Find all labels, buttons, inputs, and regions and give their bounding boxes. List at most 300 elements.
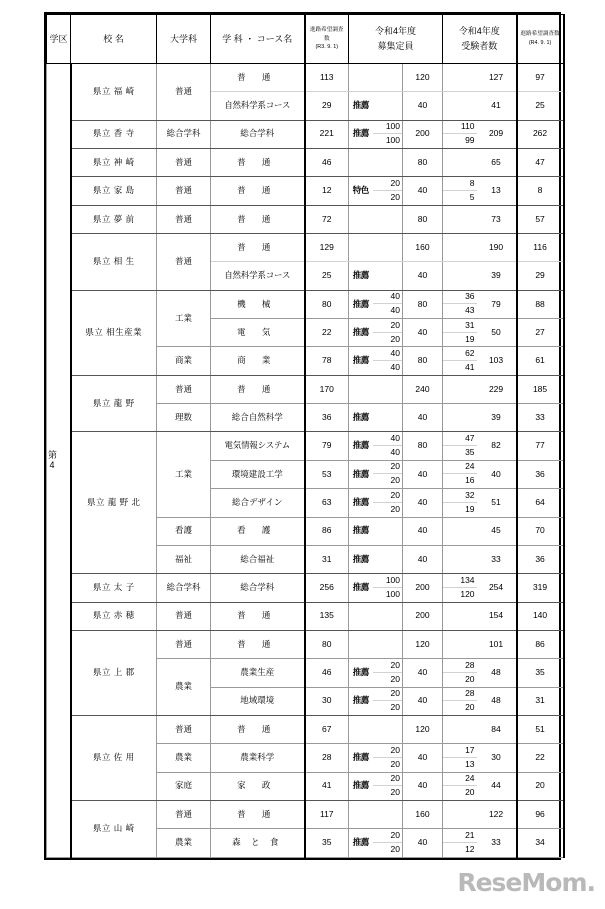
recommend-quota-cell bbox=[373, 347, 403, 375]
examinees-upper: 17 bbox=[443, 744, 477, 758]
recommend-quota-cell bbox=[373, 829, 403, 858]
examinees-lower: 20 bbox=[465, 787, 475, 798]
table-row bbox=[47, 234, 564, 262]
applicants-r3-cell: 256 bbox=[305, 574, 349, 602]
recommend-quota-cell bbox=[373, 517, 403, 545]
recommend-quota-cell bbox=[373, 602, 403, 630]
examinees-total-cell: 103 bbox=[477, 347, 517, 375]
applicants-r3-cell: 53 bbox=[305, 460, 349, 488]
examinees-total-cell: 40 bbox=[477, 460, 517, 488]
examinees-total-cell: 73 bbox=[477, 205, 517, 233]
recommend-quota-cell bbox=[373, 432, 403, 460]
recommend-quota-upper: 20 bbox=[373, 688, 403, 702]
applicants-r3-cell: 22 bbox=[305, 319, 349, 347]
applicants-r4-cell: 25 bbox=[517, 92, 564, 120]
recommend-quota-cell bbox=[373, 687, 403, 715]
applicants-r3-cell: 46 bbox=[305, 659, 349, 687]
examinees-total-cell: 190 bbox=[477, 234, 517, 262]
examinees-breakdown-cell bbox=[443, 347, 477, 375]
major-cell: 普通 bbox=[157, 177, 211, 205]
course-name-cell: 普 通 bbox=[211, 205, 305, 233]
applicants-r4-cell: 8 bbox=[517, 177, 564, 205]
examinees-total-cell: 33 bbox=[477, 829, 517, 858]
examinees-lower: 120 bbox=[460, 588, 475, 599]
table-row bbox=[47, 120, 564, 148]
major-cell: 普通 bbox=[157, 234, 211, 291]
examinees-total-cell: 41 bbox=[477, 92, 517, 120]
recommend-quota-cell bbox=[373, 659, 403, 687]
applicants-r4-cell: 70 bbox=[517, 517, 564, 545]
applicants-r4-cell: 262 bbox=[517, 120, 564, 148]
selection-type-cell: 推薦 bbox=[349, 772, 373, 800]
recommend-quota-lower: 20 bbox=[390, 787, 400, 798]
capacity-cell: 80 bbox=[403, 347, 443, 375]
school-name-cell: 県立 夢 前 bbox=[71, 205, 157, 233]
applicants-r3-cell: 35 bbox=[305, 829, 349, 858]
capacity-cell: 200 bbox=[403, 574, 443, 602]
recommend-quota-lower: 20 bbox=[390, 192, 400, 202]
capacity-cell: 40 bbox=[403, 404, 443, 432]
admissions-table bbox=[46, 14, 565, 858]
recommend-quota-lower: 100 bbox=[385, 588, 400, 599]
examinees-total-cell: 48 bbox=[477, 687, 517, 715]
examinees-upper: 8 bbox=[443, 177, 477, 191]
selection-type-cell bbox=[349, 64, 373, 92]
examinees-breakdown-cell bbox=[443, 432, 477, 460]
examinees-total-cell: 13 bbox=[477, 177, 517, 205]
examinees-lower: 35 bbox=[465, 447, 475, 458]
selection-type-cell: 推薦 bbox=[349, 404, 373, 432]
table-body bbox=[47, 64, 564, 858]
school-name-cell: 県立 龍 野 北 bbox=[71, 432, 157, 574]
school-name-cell: 県立 上 郡 bbox=[71, 630, 157, 715]
table-row bbox=[47, 290, 564, 318]
selection-type-cell: 推薦 bbox=[349, 744, 373, 772]
recommend-quota-cell bbox=[373, 772, 403, 800]
course-name-cell: 家 政 bbox=[211, 772, 305, 800]
school-name-cell: 県立 福 崎 bbox=[71, 64, 157, 121]
header-capacity-line1: 令和4年度 bbox=[375, 25, 417, 36]
recommend-quota-lower: 20 bbox=[390, 503, 400, 514]
examinees-breakdown-cell bbox=[443, 290, 477, 318]
selection-type-cell bbox=[349, 630, 373, 658]
examinees-lower: 43 bbox=[465, 305, 475, 316]
applicants-r3-cell: 25 bbox=[305, 262, 349, 290]
examinees-breakdown-cell bbox=[443, 574, 477, 602]
applicants-r4-cell: 64 bbox=[517, 489, 564, 517]
applicants-r4-cell: 57 bbox=[517, 205, 564, 233]
examinees-total-cell: 65 bbox=[477, 149, 517, 177]
selection-type-cell: 推薦 bbox=[349, 489, 373, 517]
selection-type-cell: 推薦 bbox=[349, 659, 373, 687]
selection-type-cell: 推薦 bbox=[349, 120, 373, 148]
examinees-lower: 16 bbox=[465, 475, 475, 486]
examinees-upper: 21 bbox=[443, 829, 477, 843]
capacity-cell: 160 bbox=[403, 800, 443, 828]
applicants-r3-cell: 79 bbox=[305, 432, 349, 460]
applicants-r3-cell: 113 bbox=[305, 64, 349, 92]
table-row bbox=[47, 177, 564, 205]
examinees-breakdown-cell bbox=[443, 602, 477, 630]
recommend-quota-upper: 40 bbox=[373, 432, 403, 446]
capacity-cell: 40 bbox=[403, 92, 443, 120]
watermark-text: ReseMom. bbox=[457, 868, 595, 897]
applicants-r3-cell: 28 bbox=[305, 744, 349, 772]
examinees-total-cell: 44 bbox=[477, 772, 517, 800]
examinees-breakdown-cell bbox=[443, 489, 477, 517]
examinees-breakdown-cell bbox=[443, 262, 477, 290]
capacity-cell: 200 bbox=[403, 602, 443, 630]
examinees-upper: 28 bbox=[443, 659, 477, 673]
major-cell: 商業 bbox=[157, 347, 211, 375]
major-cell: 総合学科 bbox=[157, 574, 211, 602]
header-district: 学区 bbox=[47, 15, 71, 64]
applicants-r3-cell: 86 bbox=[305, 517, 349, 545]
table-row bbox=[47, 715, 564, 743]
examinees-breakdown-cell bbox=[443, 234, 477, 262]
applicants-r4-cell: 35 bbox=[517, 659, 564, 687]
examinees-total-cell: 82 bbox=[477, 432, 517, 460]
recommend-quota-lower: 20 bbox=[390, 475, 400, 486]
applicants-r4-cell: 22 bbox=[517, 744, 564, 772]
applicants-r3-cell: 221 bbox=[305, 120, 349, 148]
recommend-quota-upper: 40 bbox=[373, 291, 403, 305]
course-name-cell: 看 護 bbox=[211, 517, 305, 545]
examinees-upper: 47 bbox=[443, 432, 477, 446]
course-name-cell: 普 通 bbox=[211, 177, 305, 205]
examinees-lower: 5 bbox=[469, 192, 475, 202]
applicants-r3-cell: 72 bbox=[305, 205, 349, 233]
recommend-quota-lower: 40 bbox=[390, 305, 400, 316]
examinees-breakdown-cell bbox=[443, 800, 477, 828]
course-name-cell: 普 通 bbox=[211, 375, 305, 403]
course-name-cell: 普 通 bbox=[211, 800, 305, 828]
recommend-quota-cell bbox=[373, 715, 403, 743]
selection-type-cell bbox=[349, 715, 373, 743]
major-cell: 理数 bbox=[157, 404, 211, 432]
examinees-total-cell: 254 bbox=[477, 574, 517, 602]
examinees-lower: 12 bbox=[465, 844, 475, 855]
applicants-r3-cell: 80 bbox=[305, 290, 349, 318]
table-row bbox=[47, 149, 564, 177]
applicants-r3-cell: 12 bbox=[305, 177, 349, 205]
examinees-upper: 28 bbox=[443, 688, 477, 702]
applicants-r4-cell: 97 bbox=[517, 64, 564, 92]
capacity-cell: 40 bbox=[403, 744, 443, 772]
table-row bbox=[47, 432, 564, 460]
recommend-quota-cell bbox=[373, 120, 403, 148]
capacity-cell: 40 bbox=[403, 772, 443, 800]
recommend-quota-upper: 20 bbox=[373, 319, 403, 333]
course-name-cell: 機 械 bbox=[211, 290, 305, 318]
school-name-cell: 県立 相生産業 bbox=[71, 290, 157, 375]
examinees-total-cell: 154 bbox=[477, 602, 517, 630]
examinees-breakdown-cell bbox=[443, 375, 477, 403]
course-name-cell: 総合福祉 bbox=[211, 545, 305, 573]
capacity-cell: 40 bbox=[403, 545, 443, 573]
major-cell: 普通 bbox=[157, 64, 211, 121]
examinees-breakdown-cell bbox=[443, 659, 477, 687]
selection-type-cell bbox=[349, 234, 373, 262]
course-name-cell: 地域環境 bbox=[211, 687, 305, 715]
examinees-total-cell: 30 bbox=[477, 744, 517, 772]
major-cell: 普通 bbox=[157, 602, 211, 630]
district-label: 第4 bbox=[47, 450, 57, 471]
major-cell: 工業 bbox=[157, 290, 211, 347]
capacity-cell: 200 bbox=[403, 120, 443, 148]
examinees-total-cell: 79 bbox=[477, 290, 517, 318]
examinees-total-cell: 127 bbox=[477, 64, 517, 92]
recommend-quota-lower: 100 bbox=[385, 135, 400, 146]
school-name-cell: 県立 神 崎 bbox=[71, 149, 157, 177]
school-name-cell: 県立 太 子 bbox=[71, 574, 157, 602]
course-name-cell: 普 通 bbox=[211, 64, 305, 92]
table-row bbox=[47, 800, 564, 828]
course-name-cell: 総合学科 bbox=[211, 574, 305, 602]
capacity-cell: 40 bbox=[403, 177, 443, 205]
admissions-table-sheet bbox=[44, 12, 561, 860]
school-name-cell: 県立 香 寺 bbox=[71, 120, 157, 148]
major-cell: 工業 bbox=[157, 432, 211, 517]
examinees-total-cell: 101 bbox=[477, 630, 517, 658]
applicants-r4-cell: 319 bbox=[517, 574, 564, 602]
recommend-quota-upper: 20 bbox=[373, 829, 403, 843]
header-capacity-line2: 募集定員 bbox=[377, 41, 414, 51]
capacity-cell: 80 bbox=[403, 205, 443, 233]
course-name-cell: 普 通 bbox=[211, 149, 305, 177]
major-cell: 普通 bbox=[157, 149, 211, 177]
header-capacity bbox=[349, 15, 443, 64]
examinees-upper: 110 bbox=[443, 121, 477, 135]
selection-type-cell: 推薦 bbox=[349, 545, 373, 573]
examinees-breakdown-cell bbox=[443, 177, 477, 205]
course-name-cell: 農業科学 bbox=[211, 744, 305, 772]
applicants-r3-cell: 135 bbox=[305, 602, 349, 630]
selection-type-cell bbox=[349, 375, 373, 403]
examinees-breakdown-cell bbox=[443, 64, 477, 92]
course-name-cell: 電気情報システム bbox=[211, 432, 305, 460]
capacity-cell: 120 bbox=[403, 630, 443, 658]
course-name-cell: 自然科学系コース bbox=[211, 262, 305, 290]
examinees-breakdown-cell bbox=[443, 630, 477, 658]
applicants-r3-cell: 36 bbox=[305, 404, 349, 432]
examinees-upper: 134 bbox=[443, 574, 477, 588]
selection-type-cell: 推薦 bbox=[349, 829, 373, 858]
course-name-cell: 電 気 bbox=[211, 319, 305, 347]
major-cell: 農業 bbox=[157, 829, 211, 858]
capacity-cell: 80 bbox=[403, 432, 443, 460]
recommend-quota-lower: 20 bbox=[390, 673, 400, 684]
applicants-r3-cell: 63 bbox=[305, 489, 349, 517]
recommend-quota-cell bbox=[373, 744, 403, 772]
header-applicants-r3-line2: (R3. 9. 1) bbox=[315, 44, 338, 51]
major-cell: 福祉 bbox=[157, 545, 211, 573]
header-applicants-r4-line2: (R4. 9. 1) bbox=[528, 39, 552, 46]
applicants-r3-cell: 30 bbox=[305, 687, 349, 715]
school-name-cell: 県立 赤 穂 bbox=[71, 602, 157, 630]
recommend-quota-cell bbox=[373, 234, 403, 262]
examinees-total-cell: 122 bbox=[477, 800, 517, 828]
table-row bbox=[47, 205, 564, 233]
applicants-r3-cell: 78 bbox=[305, 347, 349, 375]
recommend-quota-lower: 20 bbox=[390, 844, 400, 855]
recommend-quota-cell bbox=[373, 92, 403, 120]
examinees-total-cell: 50 bbox=[477, 319, 517, 347]
header-examinees bbox=[443, 15, 517, 64]
examinees-upper: 24 bbox=[443, 461, 477, 475]
recommend-quota-upper: 20 bbox=[373, 773, 403, 787]
applicants-r4-cell: 116 bbox=[517, 234, 564, 262]
examinees-total-cell: 45 bbox=[477, 517, 517, 545]
capacity-cell: 40 bbox=[403, 517, 443, 545]
examinees-total-cell: 51 bbox=[477, 489, 517, 517]
header-applicants-r4 bbox=[517, 15, 564, 64]
recommend-quota-upper: 100 bbox=[373, 574, 403, 588]
selection-type-cell bbox=[349, 800, 373, 828]
selection-type-cell bbox=[349, 149, 373, 177]
applicants-r4-cell: 185 bbox=[517, 375, 564, 403]
major-cell: 普通 bbox=[157, 375, 211, 403]
major-cell: 普通 bbox=[157, 800, 211, 828]
applicants-r4-cell: 27 bbox=[517, 319, 564, 347]
school-name-cell: 県立 家 島 bbox=[71, 177, 157, 205]
recommend-quota-upper: 20 bbox=[373, 659, 403, 673]
examinees-upper: 36 bbox=[443, 291, 477, 305]
applicants-r4-cell: 33 bbox=[517, 404, 564, 432]
selection-type-cell bbox=[349, 602, 373, 630]
course-name-cell: 普 通 bbox=[211, 715, 305, 743]
applicants-r4-cell: 88 bbox=[517, 290, 564, 318]
selection-type-cell: 推薦 bbox=[349, 262, 373, 290]
applicants-r4-cell: 77 bbox=[517, 432, 564, 460]
examinees-total-cell: 229 bbox=[477, 375, 517, 403]
selection-type-cell: 推薦 bbox=[349, 290, 373, 318]
recommend-quota-cell bbox=[373, 460, 403, 488]
applicants-r4-cell: 36 bbox=[517, 545, 564, 573]
course-name-cell: 総合デザイン bbox=[211, 489, 305, 517]
major-cell: 普通 bbox=[157, 630, 211, 658]
course-name-cell: 環境建設工学 bbox=[211, 460, 305, 488]
course-name-cell: 農業生産 bbox=[211, 659, 305, 687]
school-name-cell: 県立 龍 野 bbox=[71, 375, 157, 432]
examinees-breakdown-cell bbox=[443, 687, 477, 715]
examinees-total-cell: 39 bbox=[477, 262, 517, 290]
capacity-cell: 80 bbox=[403, 149, 443, 177]
applicants-r3-cell: 129 bbox=[305, 234, 349, 262]
recommend-quota-cell bbox=[373, 630, 403, 658]
applicants-r4-cell: 86 bbox=[517, 630, 564, 658]
examinees-breakdown-cell bbox=[443, 92, 477, 120]
table-row bbox=[47, 375, 564, 403]
applicants-r4-cell: 34 bbox=[517, 829, 564, 858]
examinees-lower: 20 bbox=[465, 702, 475, 713]
major-cell: 普通 bbox=[157, 205, 211, 233]
recommend-quota-lower: 40 bbox=[390, 362, 400, 373]
examinees-total-cell: 84 bbox=[477, 715, 517, 743]
examinees-upper: 24 bbox=[443, 773, 477, 787]
applicants-r3-cell: 46 bbox=[305, 149, 349, 177]
examinees-total-cell: 33 bbox=[477, 545, 517, 573]
examinees-breakdown-cell bbox=[443, 460, 477, 488]
course-name-cell: 普 通 bbox=[211, 234, 305, 262]
examinees-total-cell: 39 bbox=[477, 404, 517, 432]
examinees-breakdown-cell bbox=[443, 120, 477, 148]
applicants-r3-cell: 31 bbox=[305, 545, 349, 573]
applicants-r4-cell: 31 bbox=[517, 687, 564, 715]
header-school: 校 名 bbox=[71, 15, 157, 64]
header-course: 学 科 ・ コース名 bbox=[211, 15, 305, 64]
capacity-cell: 40 bbox=[403, 687, 443, 715]
school-name-cell: 県立 佐 用 bbox=[71, 715, 157, 800]
recommend-quota-cell bbox=[373, 574, 403, 602]
header-applicants-r4-line1: 進路希望調査数 bbox=[520, 31, 560, 38]
header-examinees-line2: 受験者数 bbox=[461, 41, 498, 51]
capacity-cell: 40 bbox=[403, 460, 443, 488]
recommend-quota-cell bbox=[373, 489, 403, 517]
recommend-quota-cell bbox=[373, 290, 403, 318]
capacity-cell: 80 bbox=[403, 290, 443, 318]
recommend-quota-cell bbox=[373, 64, 403, 92]
examinees-lower: 20 bbox=[465, 673, 475, 684]
table-row bbox=[47, 602, 564, 630]
recommend-quota-cell bbox=[373, 177, 403, 205]
selection-type-cell: 推薦 bbox=[349, 92, 373, 120]
school-name-cell: 県立 相 生 bbox=[71, 234, 157, 291]
examinees-breakdown-cell bbox=[443, 829, 477, 858]
table-row bbox=[47, 574, 564, 602]
capacity-cell: 240 bbox=[403, 375, 443, 403]
applicants-r4-cell: 140 bbox=[517, 602, 564, 630]
applicants-r3-cell: 80 bbox=[305, 630, 349, 658]
applicants-r4-cell: 47 bbox=[517, 149, 564, 177]
capacity-cell: 40 bbox=[403, 319, 443, 347]
applicants-r4-cell: 29 bbox=[517, 262, 564, 290]
course-name-cell: 総合自然科学 bbox=[211, 404, 305, 432]
recommend-quota-cell bbox=[373, 800, 403, 828]
examinees-breakdown-cell bbox=[443, 149, 477, 177]
major-cell: 農業 bbox=[157, 744, 211, 772]
examinees-breakdown-cell bbox=[443, 404, 477, 432]
recommend-quota-cell bbox=[373, 375, 403, 403]
applicants-r3-cell: 170 bbox=[305, 375, 349, 403]
recommend-quota-lower: 20 bbox=[390, 758, 400, 769]
major-cell: 看護 bbox=[157, 517, 211, 545]
recommend-quota-cell bbox=[373, 205, 403, 233]
examinees-breakdown-cell bbox=[443, 744, 477, 772]
header-examinees-line1: 令和4年度 bbox=[458, 25, 500, 36]
recommend-quota-cell bbox=[373, 149, 403, 177]
applicants-r4-cell: 51 bbox=[517, 715, 564, 743]
capacity-cell: 40 bbox=[403, 489, 443, 517]
examinees-breakdown-cell bbox=[443, 205, 477, 233]
recommend-quota-cell bbox=[373, 404, 403, 432]
selection-type-cell: 推薦 bbox=[349, 574, 373, 602]
examinees-breakdown-cell bbox=[443, 517, 477, 545]
major-cell: 家庭 bbox=[157, 772, 211, 800]
header-applicants-r3-line1: 進路希望調査数 bbox=[309, 27, 344, 42]
examinees-total-cell: 48 bbox=[477, 659, 517, 687]
examinees-breakdown-cell bbox=[443, 715, 477, 743]
course-name-cell: 総合学科 bbox=[211, 120, 305, 148]
recommend-quota-upper: 20 bbox=[373, 177, 403, 191]
selection-type-cell: 推薦 bbox=[349, 432, 373, 460]
selection-type-cell: 推薦 bbox=[349, 517, 373, 545]
capacity-cell: 120 bbox=[403, 64, 443, 92]
recommend-quota-upper: 20 bbox=[373, 461, 403, 475]
examinees-breakdown-cell bbox=[443, 319, 477, 347]
selection-type-cell: 推薦 bbox=[349, 460, 373, 488]
school-name-cell: 県立 山 崎 bbox=[71, 800, 157, 857]
